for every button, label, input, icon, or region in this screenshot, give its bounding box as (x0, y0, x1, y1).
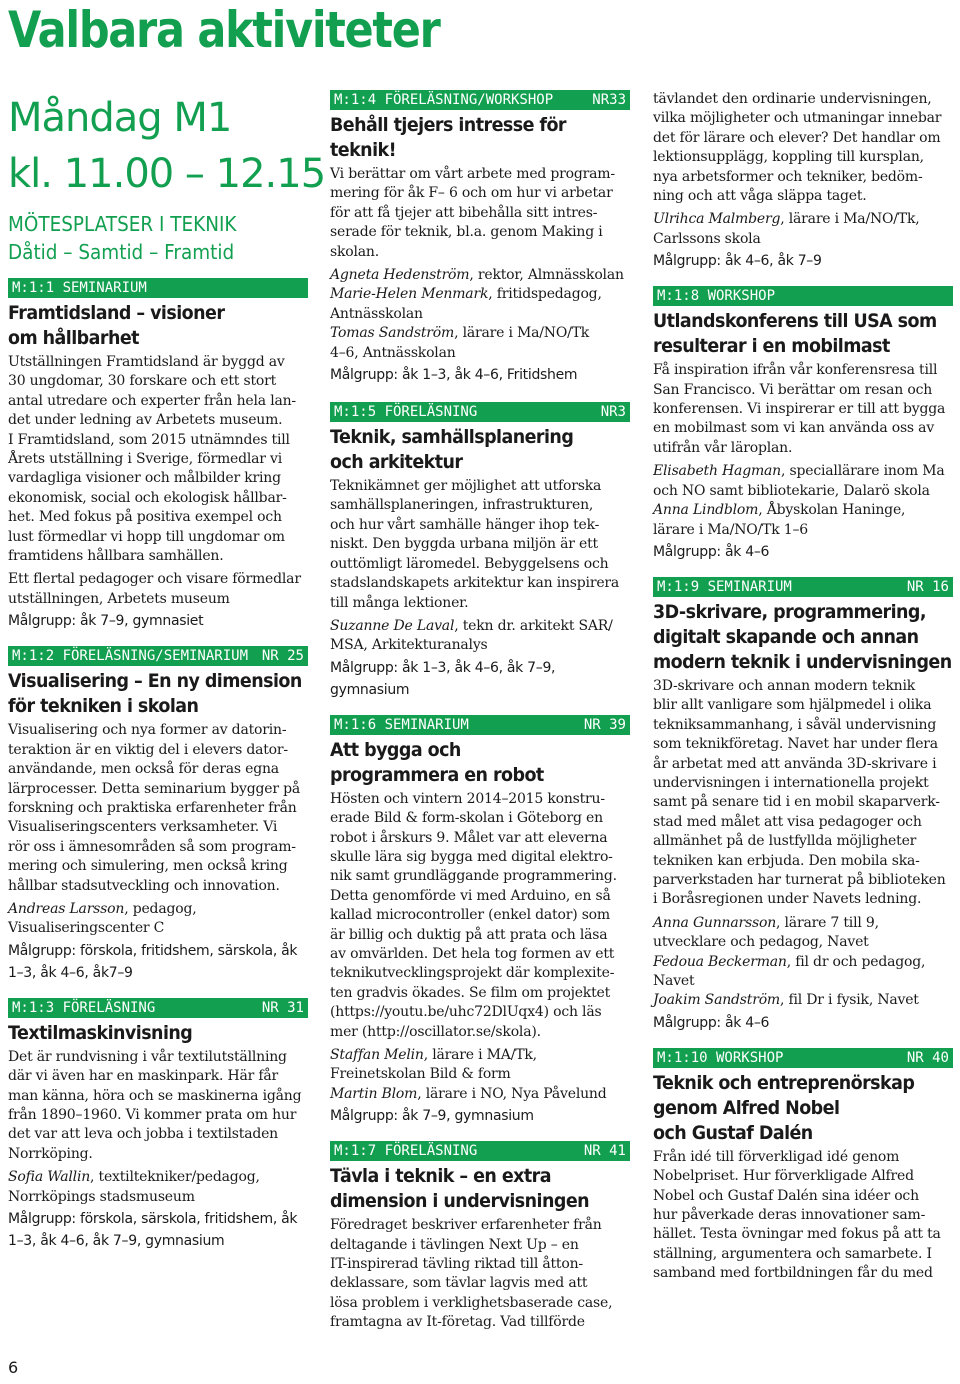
text-line: deltagande i tävlingen Next Up – en (330, 1236, 579, 1253)
target-line: Målgrupp: åk 7–9, gymnasiet (8, 613, 204, 630)
text-line: 30 ungdomar, 30 forskare och ett stort (8, 373, 277, 390)
session-title-line: modern teknik i undervisningen (653, 650, 952, 673)
text-line: outtömligt läromedel. Bebyggelsens och (330, 555, 609, 572)
session-description (330, 1216, 630, 1332)
text-line: där vi även har en maskinpark. Här får (8, 1068, 279, 1085)
session-m1-4 (330, 90, 630, 386)
target-line: Målgrupp: förskola, fritidshem, särskola, åk (8, 942, 298, 959)
target-line: Målgrupp: åk 1–3, åk 4–6, åk 7–9, (330, 659, 556, 676)
text-line: samband med fortbildningen får du med (653, 1265, 933, 1282)
session-title (653, 309, 953, 359)
text-line: Nobelpriset. Hur förverkligade Alfred (653, 1168, 914, 1185)
text-line: mering för åk F– 6 och om hur vi arbetar (330, 185, 613, 202)
session-bar (8, 998, 308, 1018)
session-title-line: om hållbarhet (8, 327, 139, 349)
session-title-line: programmera en robot (330, 763, 544, 786)
text-line: år arbetat med att använda 3D-skrivare i (653, 755, 937, 772)
column-3 (653, 90, 953, 1284)
text-line: erade Bild & form-skolan i Göteborg en (330, 810, 603, 827)
session-code: M:1:3 FÖRELÄSNING (12, 999, 156, 1016)
text-line: Visualiseringscenters verksamheter. Vi (8, 819, 278, 836)
session-bar (653, 286, 953, 306)
session-m1-7 (330, 1141, 630, 1332)
presenter-role: , pedagog, (124, 900, 197, 917)
target-line: Målgrupp: förskola, särskola, fritidshem, åk (8, 1211, 298, 1227)
session-code: M:1:8 WORKSHOP (657, 288, 776, 305)
presenter-role: , fil Dr i fysik, Navet (780, 992, 919, 1009)
text-line: Visualisering och nya former av datorin- (8, 722, 287, 739)
session-title (330, 738, 630, 788)
presenter-name: Fedoua Beckerman (653, 953, 787, 970)
target-line: gymnasium (330, 681, 410, 698)
session-presenters (8, 570, 308, 609)
presenter-line (330, 617, 630, 636)
session-title (8, 301, 308, 351)
text-line: som teknikföretag. Navet har under flera (653, 736, 938, 753)
session-m1-1 (8, 278, 308, 632)
text-line: kallad microcontroller (enkel dator) som (330, 907, 610, 924)
presenter-role: , lärare 7 till 9, (776, 914, 879, 931)
presenter-line: 4–6, Antnässkolan (330, 344, 456, 361)
text-line: Ett flertal pedagoger och visare förmedlar (8, 571, 301, 588)
session-title-line: Teknik och entreprenörskap (653, 1071, 915, 1094)
session-nr: NR33 (592, 92, 626, 108)
session-title-line: genom Alfred Nobel (653, 1096, 840, 1119)
text-line: tekniksammanhang, i såväl undervisning (653, 716, 937, 733)
session-title-line: 3D-skrivare, programmering, (653, 600, 926, 623)
column-1 (8, 90, 326, 1252)
session-title (653, 600, 953, 675)
target-group (330, 1105, 630, 1127)
session-presenters (653, 210, 953, 249)
session-title-line: Visualisering – En ny dimension (8, 670, 302, 693)
presenter-line (330, 285, 630, 304)
session-code: M:1:9 SEMINARIUM (657, 578, 792, 595)
text-line: Från idé till förverkligad idé genom (653, 1148, 900, 1165)
session-bar (653, 1048, 953, 1068)
text-line: nik samt grundläggande programmering. (330, 868, 617, 885)
presenter-line (330, 324, 630, 343)
text-line: teknikutvecklingsprojekt där komplexite- (330, 965, 615, 982)
session-description (8, 721, 308, 896)
target-line: Målgrupp: åk 1–3, åk 4–6, Fritidshem (330, 367, 578, 384)
text-line: nya arbetsformer och tekniker, bedöm- (653, 168, 923, 185)
text-line: 3D-skrivare och annan modern teknik (653, 677, 916, 694)
text-line: niskt. Den byggda urbana miljön är ett (330, 536, 598, 553)
session-description (653, 361, 953, 458)
target-line: Målgrupp: åk 7–9, gymnasium (330, 1108, 534, 1125)
text-line: det under ledning av Arbetets museum. (8, 412, 283, 429)
text-line: till många lektioner. (330, 594, 469, 611)
text-line: Föredraget beskriver erfarenheter från (330, 1217, 602, 1234)
text-line: det för lärare och elever? Det handlar om (653, 129, 941, 146)
session-nr: NR 31 (261, 999, 304, 1016)
text-line: samhällsplaneringen, infrastrukturen, (330, 497, 594, 514)
session-m1-8 (653, 286, 953, 563)
text-line: det var att leva och jobba i textilstaden (8, 1126, 279, 1143)
presenter-role: , tekn dr. arkitekt SAR/ (454, 617, 613, 634)
presenter-name: Ulrihca Malmberg (653, 211, 781, 228)
text-line: framtidens hållbara samhällen. (8, 548, 224, 565)
text-line: tävlandet den ordinarie undervisningen, (653, 91, 932, 107)
presenter-role: , rektor, Almnässkolan (469, 267, 624, 284)
session-m1-5 (330, 402, 630, 701)
session-title (330, 425, 630, 475)
text-line: Det är rundvisning i vår textilutställning (8, 1048, 287, 1065)
presenter-name: Martin Blom (330, 1085, 418, 1102)
text-line: undervisningen i internationella projekt (653, 774, 929, 791)
session-bar (330, 715, 630, 735)
text-line: man känna, höra och se maskinerna igång (8, 1087, 302, 1104)
presenter-line (653, 914, 953, 933)
session-bar (330, 90, 630, 110)
target-line: 1–3, åk 4–6, åk7–9 (8, 964, 133, 981)
text-line: tekniken kan erbjuda. Den mobila ska- (653, 852, 920, 869)
presenter-name: Marie-Helen Menmark (330, 286, 489, 303)
text-line: Teknikämnet ger möjlighet att utforska (330, 478, 602, 495)
presenter-role: , Åbyskolan Haninge, (758, 502, 906, 519)
presenter-line (653, 953, 953, 972)
text-line: utifrån vår läroplan. (653, 439, 793, 456)
presenter-role: , speciallärare inom Ma (781, 463, 945, 480)
session-nr: NR 25 (261, 648, 304, 665)
text-line: lösa problem i verklighetsbaserade case, (330, 1294, 613, 1311)
text-line: samt på senare tid i en mobil skaparverk- (653, 794, 940, 811)
text-line: användande, men också för deras egna (8, 761, 279, 778)
target-line: Målgrupp: åk 4–6 (653, 543, 770, 560)
text-line: deklassare, som tävlar lagvis med att (330, 1275, 588, 1292)
meeting-subheading: Dåtid – Samtid – Framtid (8, 240, 235, 264)
session-title-line: Utlandskonferens till USA som (653, 310, 937, 333)
presenter-role: , lärare i Ma/NO/Tk, (780, 211, 920, 228)
text-line: lust förmedlar vi hopp till ungdomar om (8, 528, 285, 545)
text-line: och hur vårt samhälle hänger ihop tek- (330, 516, 600, 533)
text-line: vilka möjligheter och utmaningar innebar (653, 110, 942, 127)
session-title-line: och Gustaf Dalén (653, 1121, 813, 1144)
session-description (653, 677, 953, 910)
presenter-line: Carlssons skola (653, 230, 761, 247)
session-title-line: för tekniken i skolan (8, 695, 199, 718)
session-title-line: Textilmaskinvisning (8, 1021, 193, 1044)
text-line: Vi berättar om vårt arbete med program- (330, 166, 615, 182)
session-bar (330, 1141, 630, 1161)
session-title-line: dimension i undervisningen (330, 1190, 590, 1213)
session-description (330, 477, 630, 613)
target-group (653, 250, 953, 272)
target-group (8, 1208, 308, 1252)
presenter-line (653, 462, 953, 481)
presenter-line: Antnässkolan (330, 305, 423, 322)
session-m1-3 (8, 998, 308, 1252)
presenter-role: , lärare i Ma/NO/Tk (454, 325, 590, 342)
text-line: stadslandskapets arkitektur kan inspirera (330, 575, 620, 592)
target-line: Målgrupp: åk 4–6, åk 7–9 (653, 253, 822, 270)
session-m1-10 (653, 1048, 953, 1284)
presenter-name: Sofia Wallin (8, 1169, 91, 1186)
presenter-name: Anna Lindblom (653, 502, 759, 519)
session-nr: NR 40 (906, 1049, 949, 1066)
presenter-line (653, 210, 953, 229)
session-code: M:1:5 FÖRELÄSNING (334, 404, 478, 421)
target-group (330, 657, 630, 701)
session-nr: NR 39 (583, 716, 626, 733)
page-number: 6 (8, 1358, 19, 1377)
text-line: serade för teknik, bl.a. genom Making i (330, 224, 603, 241)
text-line: het. Med fokus på positiva exempel och (8, 509, 282, 526)
session-title (330, 113, 630, 163)
text-line: mer (http://oscillator.se/skola). (330, 1023, 541, 1040)
presenter-line (330, 1046, 630, 1065)
presenter-line (8, 1168, 308, 1187)
session-title-line: Teknik, samhällsplanering (330, 426, 574, 449)
session-description (8, 1048, 308, 1164)
text-line: Detta genomförde vi med Arduino, en så (330, 887, 611, 904)
session-bar (8, 646, 308, 666)
presenter-line (8, 900, 308, 919)
presenter-name: Staffan Melin (330, 1047, 424, 1063)
session-description (8, 353, 308, 566)
text-line: är billig och duktig på att prata och läsa (330, 926, 608, 943)
page-title: Valbara aktiviteter (8, 1, 440, 59)
presenter-name: Tomas Sandström (330, 325, 455, 342)
session-title (653, 1071, 953, 1146)
session-presenters (330, 266, 630, 363)
text-line: konferensen. Vi inspirerar er till att bygga (653, 401, 946, 418)
text-line: ekonomisk, social och ekologisk hållbar- (8, 489, 287, 506)
text-line: stad med målet att visa pedagoger och (653, 813, 922, 830)
text-line: ten gradvis ökades. Se film om projektet (330, 984, 611, 1001)
text-line: hället. Testa övningar med fokus på att ta (653, 1226, 941, 1243)
text-line: i Boråsregionen under Navets ledning. (653, 891, 922, 908)
presenter-line: MSA, Arkitekturanalys (330, 637, 488, 654)
text-line: IT-inspirerad tävling riktad till åtton- (330, 1256, 583, 1273)
text-line: San Francisco. Vi berättar om resan och (653, 381, 933, 398)
target-line: Målgrupp: åk 4–6 (653, 1014, 770, 1031)
session-description (330, 790, 630, 1042)
presenter-line (330, 1085, 630, 1104)
text-line: av omvärlden. Det hela tog formen av ett (330, 945, 615, 962)
session-m1-2 (8, 646, 308, 983)
session-bar (653, 577, 953, 597)
text-line: rör oss i ämnesområden så som program- (8, 838, 296, 855)
target-group (8, 610, 308, 632)
text-line: vardagliga visioner och målbilder kring (8, 470, 281, 487)
text-line: framtagna av It-företag. Vad tillförde (330, 1314, 585, 1331)
text-line: lärprocesser. Detta seminarium bygger på (8, 780, 301, 797)
target-line: 1–3, åk 4–6, åk 7–9, gymnasium (8, 1233, 225, 1249)
session-presenters (8, 1168, 308, 1207)
text-line: ning och att våga släppa taget. (653, 188, 867, 205)
presenter-line: Freinetskolan Bild & form (330, 1066, 511, 1083)
session-presenters (330, 617, 630, 656)
presenter-role: , lärare i NO, Nya Påvelund (417, 1085, 607, 1102)
session-title-line: digitalt skapande och annan (653, 625, 919, 648)
session-presenters (330, 1046, 630, 1104)
session-code: M:1:7 FÖRELÄSNING (334, 1143, 478, 1160)
presenter-role: , textiltekniker/pedagog, (90, 1169, 260, 1186)
text-line: Nobel och Gustaf Dalén sina idéer och (653, 1187, 919, 1204)
session-title (330, 1164, 630, 1214)
text-line: Utställningen Framtidsland är byggd av (8, 354, 285, 370)
presenter-name: Andreas Larsson (8, 900, 125, 917)
session-title-line: och arkitektur (330, 451, 463, 474)
text-line: hur påverkade deras innovationer sam- (653, 1207, 926, 1224)
presenter-line: och NO samt bibliotekarie, Dalarö skola (653, 482, 930, 499)
text-line: för att få tjejer att bibehålla sitt intres- (330, 204, 598, 221)
session-code: M:1:1 SEMINARIUM (12, 280, 147, 296)
text-line: forskning och praktiska erfarenheter från (8, 799, 297, 816)
session-m1-6 (330, 715, 630, 1128)
presenter-role: , lärare i MA/Tk, (423, 1047, 537, 1063)
presenter-name: Elisabeth Hagman (653, 463, 782, 480)
text-line: skulle lära sig bygga med digital elektro- (330, 848, 613, 865)
session-title-line: Behåll tjejers intresse för teknik! (330, 114, 567, 161)
text-line: antal utredare och experter från hela lan- (8, 392, 296, 409)
text-line: Norrköping. (8, 1145, 93, 1162)
presenter-line: Navet (653, 973, 695, 989)
session-description (653, 90, 953, 206)
text-line: en mobilmast som vi kan använda oss av (653, 420, 935, 437)
presenter-name: Suzanne De Laval (330, 617, 455, 634)
presenter-line: Norrköpings stadsmuseum (8, 1188, 195, 1205)
session-code: M:1:10 WORKSHOP (657, 1049, 784, 1066)
session-title (8, 1021, 308, 1046)
text-line: utställningen, Arbetets museum (8, 590, 230, 607)
text-line: lektionsupplägg, koppling till kursplan, (653, 149, 924, 166)
presenter-line: utvecklare och pedagog, Navet (653, 934, 869, 951)
session-presenters (653, 914, 953, 1011)
session-code: M:1:2 FÖRELÄSNING/SEMINARIUM (12, 648, 249, 665)
presenter-line: lärare i Ma/NO/Tk 1–6 (653, 521, 808, 538)
target-group (330, 364, 630, 386)
session-title-line: Att bygga och (330, 738, 461, 761)
time-heading: kl. 11.00 – 12.15 (8, 151, 326, 197)
text-line: Få inspiration ifrån vår konferensresa till (653, 362, 938, 379)
session-code: M:1:6 SEMINARIUM (334, 716, 469, 733)
presenter-name: Agneta Hedenström (330, 267, 470, 284)
session-m1-9 (653, 577, 953, 1034)
session-bar (8, 278, 308, 298)
text-line: (https://youtu.be/uhc72DlUqx4) och läs (330, 1004, 602, 1021)
session-nr: NR 41 (583, 1143, 626, 1160)
target-group (653, 1012, 953, 1034)
text-line: allmänhet på de lustfyllda möjligheter (653, 833, 917, 850)
text-line: robot i årskurs 9. Målet var att eleverna (330, 829, 608, 846)
session-title-line: Framtidsland – visioner (8, 302, 225, 324)
session-nr: NR3 (600, 404, 626, 421)
text-line: mering och simulering, men också kring (8, 858, 288, 875)
presenter-name: Anna Gunnarsson (653, 914, 777, 931)
session-title-line: resulterar i en mobilmast (653, 335, 890, 358)
text-line: teraktion är en viktig del i elevers dator- (8, 741, 288, 758)
text-line: blir allt vanligare som hjälpmedel i olika (653, 697, 932, 714)
presenter-line (653, 991, 953, 1010)
presenter-name: Joakim Sandström (653, 992, 780, 1009)
session-title-line: Tävla i teknik – en extra (330, 1165, 551, 1188)
text-line: Hösten och vintern 2014–2015 konstru- (330, 790, 605, 807)
session-code: M:1:4 FÖRELÄSNING/WORKSHOP (334, 92, 554, 108)
session-nr: NR 16 (906, 578, 949, 595)
session-title (8, 669, 308, 719)
text-line: ställning, argumentera och samarbete. I (653, 1245, 932, 1262)
text-line: I Framtidsland, som 2015 utnämndes till (8, 431, 290, 448)
session-m1-7-continued (653, 90, 953, 272)
session-description (653, 1148, 953, 1284)
session-bar (330, 402, 630, 422)
text-line: skolan. (330, 243, 379, 260)
presenter-line (653, 501, 953, 520)
text-line: parverkstaden har turnerat på biblioteken (653, 871, 946, 888)
text-line: från 1890–1960. Vi kommer prata om hur (8, 1106, 297, 1123)
text-line: hållbar stadsutveckling och innovation. (8, 877, 280, 894)
presenter-role: , fil dr och pedagog, (786, 953, 926, 970)
presenter-line: Visualiseringscenter C (8, 920, 165, 937)
presenter-line (330, 266, 630, 285)
column-2 (330, 90, 630, 1333)
text-line: Årets utställning i Sverige, förmedlar vi (8, 451, 283, 468)
target-group (8, 940, 308, 984)
presenter-role: , fritidspedagog, (488, 286, 602, 303)
session-presenters (8, 900, 308, 939)
session-description (330, 165, 630, 262)
day-heading: Måndag M1 (8, 95, 232, 141)
target-group (653, 541, 953, 563)
meeting-heading: MÖTESPLATSER I TEKNIK (8, 212, 237, 236)
session-presenters (653, 462, 953, 540)
